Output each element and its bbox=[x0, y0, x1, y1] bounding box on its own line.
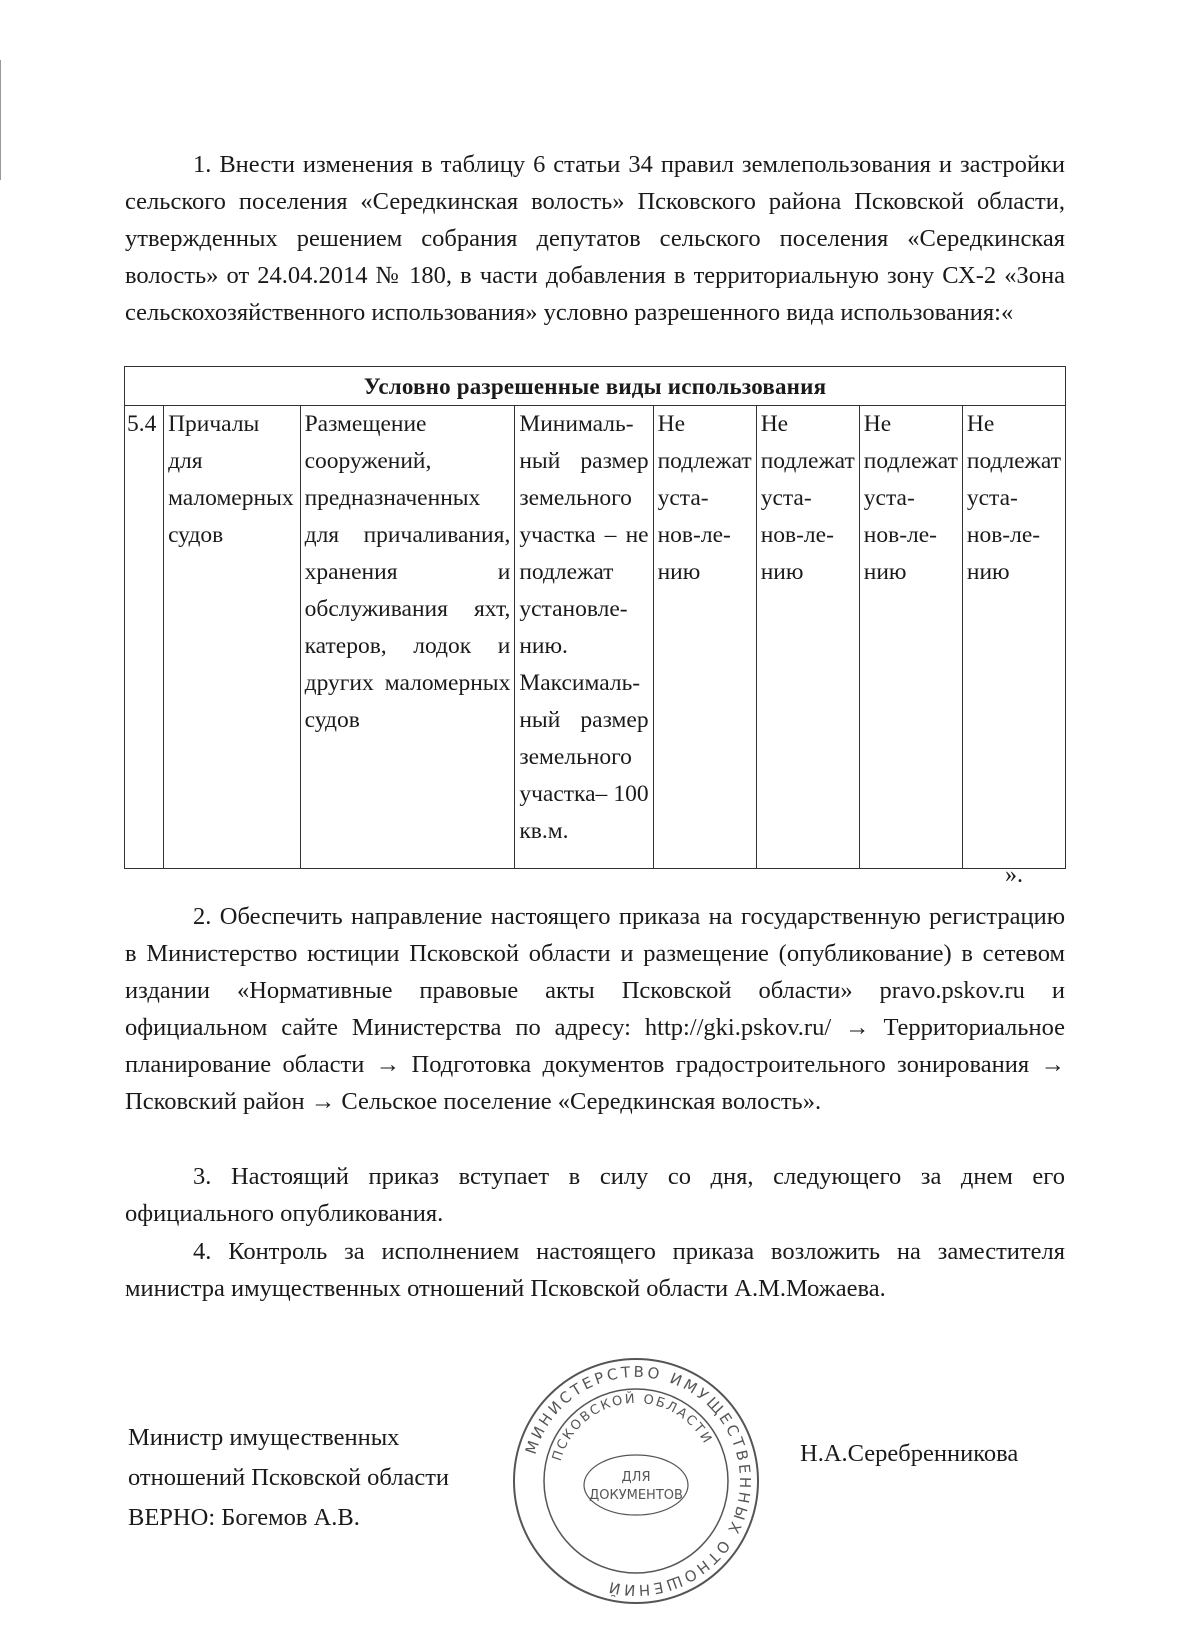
param-cell-1: Не подлежат уста-нов-ле-нию bbox=[653, 406, 756, 869]
stamp-center-line-2: ДОКУМЕНТОВ bbox=[589, 1488, 683, 1503]
stamp-outer-text: МИНИСТЕРСТВО ИМУЩЕСТВЕННЫХ ОТНОШЕНИЙ bbox=[521, 1362, 755, 1600]
stamp-center-line-1: ДЛЯ bbox=[621, 1470, 651, 1485]
table-header: Условно разрешенные виды использования bbox=[125, 367, 1066, 406]
stamp-center-oval bbox=[584, 1455, 688, 1515]
closing-quote: ». bbox=[1005, 862, 1023, 888]
signer-name: Н.А.Серебренникова bbox=[800, 1440, 1019, 1467]
plot-size: Минималь-ный размер земельного участка – не подлежат установле-нию. Максималь-ный размер земельного участка– 100 кв.м. bbox=[515, 406, 653, 869]
stamp-inner-text: ПСКОВСКОЙ ОБЛАСТИ bbox=[549, 1391, 716, 1463]
param-cell-2: Не подлежат уста-нов-ле-нию bbox=[756, 406, 859, 869]
table-row bbox=[125, 406, 1066, 869]
use-name: Причалы для маломерных судов bbox=[164, 406, 301, 869]
param-cell-3: Не подлежат уста-нов-ле-нию bbox=[859, 406, 962, 869]
paragraph-4: 4. Контроль за исполнением настоящего приказа возложить на заместителя министра имущественных отношений Псковской области А.М.Можаева. bbox=[125, 1238, 1065, 1302]
param-cell-4: Не подлежат уста-нов-ле-нию bbox=[962, 406, 1065, 869]
permitted-use-table bbox=[124, 366, 1066, 869]
paragraph-3: 3. Настоящий приказ вступает в силу со дня, следующего за днем его официального опубликования. bbox=[125, 1163, 1065, 1227]
certified-line: ВЕРНО: Богемов А.В. bbox=[128, 1504, 360, 1531]
scan-margin-mark bbox=[0, 60, 1, 180]
row-number: 5.4 bbox=[125, 406, 164, 869]
paragraph-2: 2. Обеспечить направление настоящего приказа на государственную регистрацию в Министерство юстиции Псковской области и размещение (опубликование) в сетевом издании «Нормативные правовые акты Псковской области» pravo.pskov.ru и официальном сайте Министерства по адресу: http://gki.pskov.ru/ → Территориальное планирование области → Подготовка документов градостроительного зонирования → Псковский район → Сельское поселение «Середкинская волость». bbox=[125, 903, 1065, 1115]
paragraph-1: 1. Внести изменения в таблицу 6 статьи 34 правил землепользования и застройки сельского поселения «Середкинская волость» Псковского района Псковской области, утвержденных решением собрания депутатов сельского поселения «Середкинская волость» от 24.04.2014 № 180, в части добавления в территориальную зону СХ-2 «Зона сельскохозяйственного использования» условно разрешенного вида использования:« bbox=[125, 151, 1065, 326]
use-description: Размещение сооружений, предназначенных для причаливания, хранения и обслуживания яхт, катеров, лодок и других маломерных судов bbox=[300, 406, 515, 869]
signature-block bbox=[128, 1418, 449, 1538]
official-stamp bbox=[510, 1355, 762, 1607]
signature-title-2: отношений Псковской области bbox=[128, 1464, 450, 1491]
signature-title-1: Министр имущественных bbox=[128, 1424, 400, 1451]
